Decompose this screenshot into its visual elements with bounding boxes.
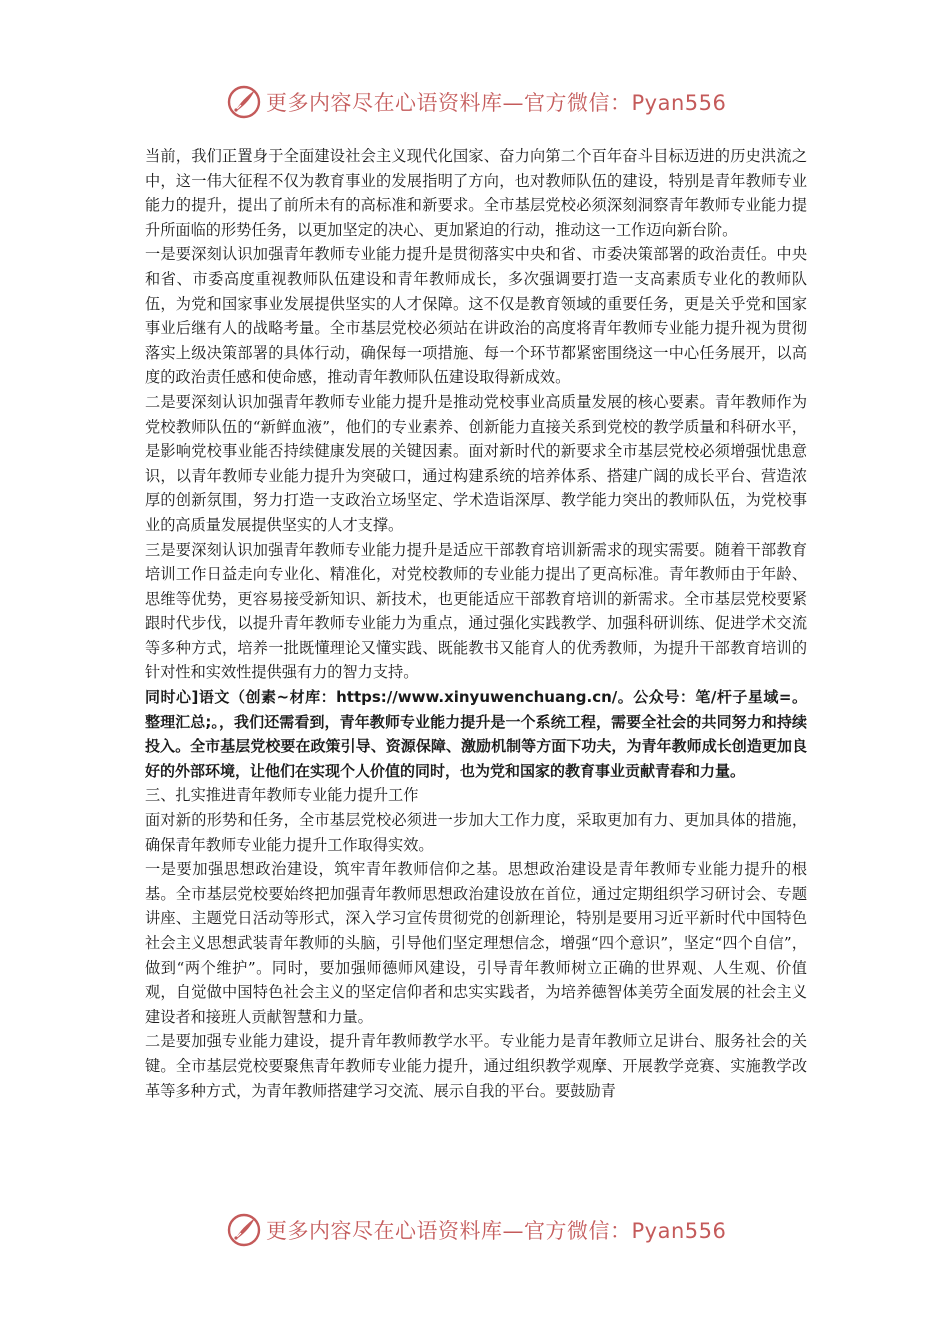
footer-banner-text: 更多内容尽在心语资料库—官方微信：Pyan556 — [266, 1219, 727, 1243]
section-heading: 三、扎实推进青年教师专业能力提升工作 — [145, 786, 419, 805]
paragraph-intro: 当前，我们正置身于全面建设社会主义现代化国家、奋力向第二个百年奋斗目标迈进的历史洪流之中，这一伟大征程不仅为教育事业的发展指明了方向，也对教师队伍的建设，特别是青年教师专业能力的提升，提出了前所未有的高标准和新要求。全市基层党校必须深刻洞察青年教师专业能力提升所面临的形势任务，以更加坚定的决心、更加紧迫的行动，推动这一工作迈向新台阶。 — [145, 147, 807, 239]
paragraph-point-one: 一是要深刻认识加强青年教师专业能力提升是贯彻落实中央和省、市委决策部署的政治责任。中央和省、市委高度重视教师队伍建设和青年教师成长，多次强调要打造一支高素质专业化的教师队伍，为党和国家事业发展提供坚实的人才保障。这不仅是教育领域的重要任务，更是关乎党和国家事业后继有人的战略考量。全市基层党校必须站在讲政治的高度将青年教师专业能力提升视为贯彻落实上级决策部署的具体行动，确保每一项措施、每一个环节都紧密围绕这一中心任务展开，以高度的政治责任感和使命感，推动青年教师队伍建设取得新成效。 — [145, 245, 807, 387]
paragraph-measure-two: 二是要加强专业能力建设，提升青年教师教学水平。专业能力是青年教师立足讲台、服务社会的关键。全市基层党校要聚焦青年教师专业能力提升，通过组织教学观摩、开展教学竞赛、实施教学改革等多种方式，为青年教师搭建学习交流、展示自我的平台。要鼓励青 — [145, 1032, 807, 1100]
footer-banner — [0, 1210, 950, 1250]
quill-pen-logo-icon — [226, 1212, 262, 1248]
header-banner-text: 更多内容尽在心语资料库—官方微信：Pyan556 — [266, 91, 727, 115]
header-banner — [0, 82, 950, 122]
paragraph-point-two: 二是要深刻认识加强青年教师专业能力提升是推动党校事业高质量发展的核心要素。青年教师作为党校教师队伍的“新鲜血液”，他们的专业素养、创新能力直接关系到党校的教学质量和科研水平，是影响党校事业能否持续健康发展的关键因素。面对新时代的新要求全市基层党校必须增强忧患意识，以青年教师专业能力提升为突破口，通过构建系统的培养体系、搭建广阔的成长平台、营造浓厚的创新氛围，努力打造一支政治立场坚定、学术造诣深厚、教学能力突出的教师队伍，为党校事业的高质量发展提供坚实的人才支撑。 — [145, 392, 807, 534]
paragraph-section-intro: 面对新的形势和任务，全市基层党校必须进一步加大工作力度，采取更加有力、更加具体的措施，确保青年教师专业能力提升工作取得实效。 — [145, 811, 807, 854]
document-body — [145, 144, 807, 1103]
paragraph-source-note: 同时心]语文（创素~材库：https://www.xinyuwenchuang.cn/。公众号：笔/杆子星域=。整理汇总;。，我们还需看到，青年教师专业能力提升是一个系统工程，需要全社会的共同努力和持续投入。全市基层党校要在政策引导、资源保障、激励机制等方面下功夫，为青年教师成长创造更加良好的外部环境，让他们在实现个人价值的同时，也为党和国家的教育事业贡献青春和力量。 — [145, 688, 807, 780]
paragraph-measure-one: 一是要加强思想政治建设，筑牢青年教师信仰之基。思想政治建设是青年教师专业能力提升的根基。全市基层党校要始终把加强青年教师思想政治建设放在首位，通过定期组织学习研讨会、专题讲座、主题党日活动等形式，深入学习宣传贯彻党的创新理论，特别是要用习近平新时代中国特色社会主义思想武装青年教师的头脑，引导他们坚定理想信念，增强“四个意识”，坚定“四个自信”，做到“两个维护”。同时，要加强师德师风建设，引导青年教师树立正确的世界观、人生观、价值观，自觉做中国特色社会主义的坚定信仰者和忠实实践者，为培养德智体美劳全面发展的社会主义建设者和接班人贡献智慧和力量。 — [145, 860, 807, 1026]
quill-pen-logo-icon — [226, 84, 262, 120]
paragraph-point-three: 三是要深刻认识加强青年教师专业能力提升是适应干部教育培训新需求的现实需要。随着干部教育培训工作日益走向专业化、精准化，对党校教师的专业能力提出了更高标准。青年教师由于年龄、思维等优势，更容易接受新知识、新技术，也更能适应干部教育培训的新需求。全市基层党校要紧跟时代步伐，以提升青年教师专业能力为重点，通过强化实践教学、加强科研训练、促进学术交流等多种方式，培养一批既懂理论又懂实践、既能教书又能育人的优秀教师，为提升干部教育培训的针对性和实效性提供强有力的智力支持。 — [145, 540, 807, 682]
